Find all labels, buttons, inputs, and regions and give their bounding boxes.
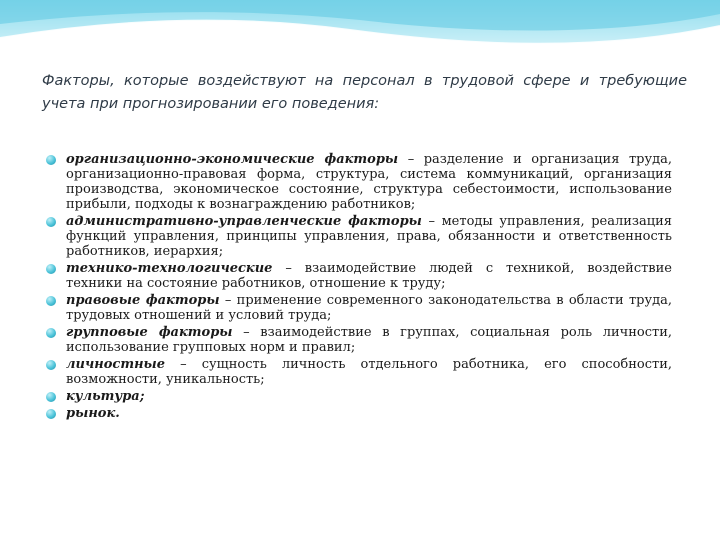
factor-term: рынок. xyxy=(66,406,120,421)
factor-description: – методы управления, реализация функций управления, принципы управления, права, обязанности и ответственность работников, иерархия; xyxy=(66,214,672,259)
factor-term: технико-технологические xyxy=(66,261,273,276)
factor-term: личностные xyxy=(66,357,166,372)
factor-description: – сущность личность отдельного работника, его способности, возможности, уникальность; xyxy=(66,357,672,387)
factor-term: правовые факторы xyxy=(66,293,220,308)
bullet-icon xyxy=(46,328,56,338)
factor-list xyxy=(44,152,672,421)
factor-item-culture xyxy=(44,389,672,404)
bullet-icon xyxy=(46,409,56,419)
factor-term: культура; xyxy=(66,389,145,404)
factor-description: – разделение и организация труда, организационно-правовая форма, структура, система коммуникаций, организация производства, экономическое состояние, структура себестоимости, использование прибыли, подходы к вознаграждению работников; xyxy=(66,152,672,212)
bullet-icon xyxy=(46,155,56,165)
bullet-icon xyxy=(46,217,56,227)
slide-title: Факторы, которые воздействуют на персонал в трудовой сфере и требующие учета при прогнозировании его поведения: xyxy=(42,73,687,112)
factor-item-administrative xyxy=(44,214,672,259)
header-wave-decoration xyxy=(0,0,720,60)
factor-description: – взаимодействие в группах, социальная роль личности, использование групповых норм и правил; xyxy=(66,325,672,355)
factor-description: – применение современного законодательства в области труда, трудовых отношений и условий труда; xyxy=(66,293,672,323)
bullet-icon xyxy=(46,392,56,402)
factor-item-personal xyxy=(44,357,672,387)
factor-item-market xyxy=(44,406,672,421)
factor-item-organizational-economic xyxy=(44,152,672,212)
bullet-icon xyxy=(46,360,56,370)
factor-item-group xyxy=(44,325,672,355)
bullet-icon xyxy=(46,264,56,274)
factor-description: – взаимодействие людей с техникой, воздействие техники на состояние работников, отношение к труду; xyxy=(66,261,672,291)
factor-term: групповые факторы xyxy=(66,325,233,340)
factor-term: организационно-экономические факторы xyxy=(66,152,399,167)
factor-term: административно-управленческие факторы xyxy=(66,214,422,229)
factor-item-technical xyxy=(44,261,672,291)
factor-item-legal xyxy=(44,293,672,323)
bullet-icon xyxy=(46,296,56,306)
